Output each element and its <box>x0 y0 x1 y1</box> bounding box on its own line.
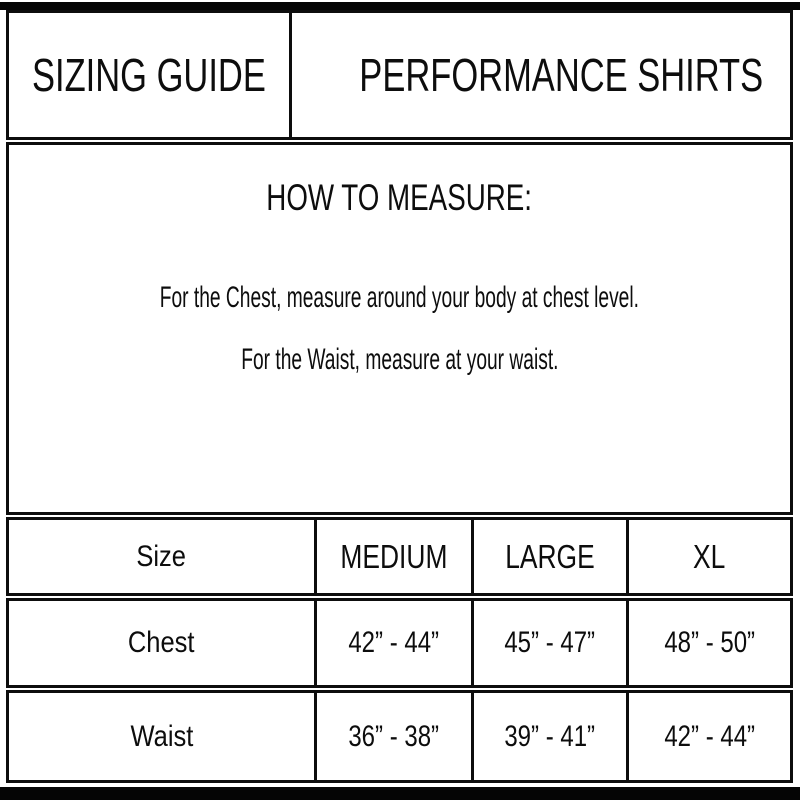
bottom-divider-bar <box>0 787 800 800</box>
sizing-guide-title: SIZING GUIDE <box>32 49 266 101</box>
chest-medium-value: 42” - 44” <box>348 626 440 659</box>
product-title-box <box>292 13 800 137</box>
waist-medium-value: 36” - 38” <box>348 719 440 753</box>
waist-large-cell <box>474 693 629 780</box>
chest-row <box>6 598 793 688</box>
chest-medium-cell <box>317 601 474 685</box>
chest-instruction: For the Chest, measure around your body at chest level. <box>159 281 640 314</box>
waist-label: Waist <box>130 719 193 753</box>
content-frame <box>6 10 793 785</box>
waist-xl-cell <box>629 693 790 780</box>
top-divider-bar <box>0 2 800 10</box>
column-header-xl-cell <box>629 520 790 593</box>
waist-medium-cell <box>317 693 474 780</box>
waist-xl-value: 42” - 44” <box>664 719 755 753</box>
sizing-guide-title-box <box>9 13 292 137</box>
how-to-measure-section <box>6 142 793 515</box>
chest-large-value: 45” - 47” <box>504 626 596 659</box>
how-to-measure-heading-row <box>9 176 790 219</box>
chest-xl-cell <box>629 601 790 685</box>
chest-large-cell <box>474 601 629 685</box>
chest-label-cell <box>9 601 317 685</box>
column-header-medium-cell <box>317 520 474 593</box>
chest-xl-value: 48” - 50” <box>664 626 755 659</box>
waist-row <box>6 690 793 783</box>
how-to-measure-heading: HOW TO MEASURE: <box>266 177 533 218</box>
column-header-size: Size <box>136 539 187 573</box>
waist-label-cell <box>9 693 317 780</box>
header-row <box>6 10 793 140</box>
column-header-medium: MEDIUM <box>340 537 448 575</box>
product-title: PERFORMANCE SHIRTS <box>359 49 764 101</box>
chest-label: Chest <box>128 626 195 659</box>
waist-instruction: For the Waist, measure at your waist. <box>240 343 559 376</box>
chest-instruction-row <box>9 281 790 315</box>
column-header-large: LARGE <box>505 537 595 575</box>
column-header-xl: XL <box>693 537 726 575</box>
waist-instruction-row <box>9 343 790 377</box>
column-header-size-cell <box>9 520 317 593</box>
waist-large-value: 39” - 41” <box>504 719 596 753</box>
column-header-large-cell <box>474 520 629 593</box>
size-table-header-row <box>6 517 793 596</box>
